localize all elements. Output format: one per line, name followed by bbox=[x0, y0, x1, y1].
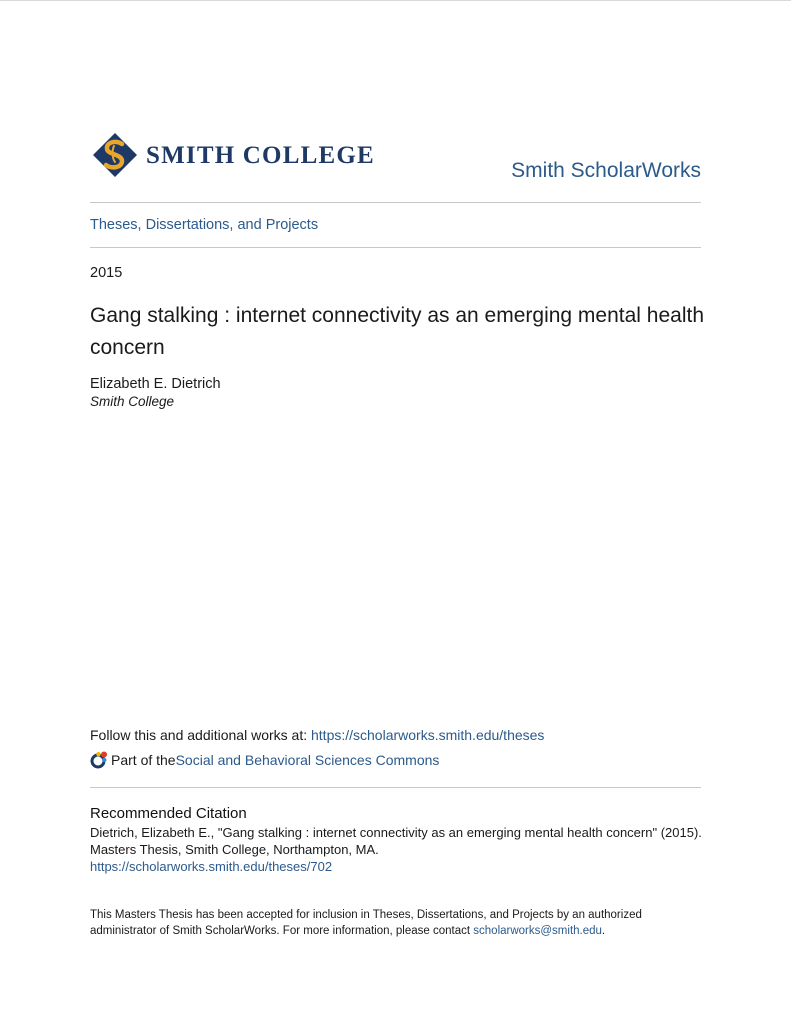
logo-wordmark: SMITH COLLEGE bbox=[146, 142, 375, 169]
publication-year: 2015 bbox=[90, 265, 123, 281]
follow-line bbox=[90, 727, 544, 743]
author-affiliation: Smith College bbox=[90, 394, 175, 409]
citation-line-1: Dietrich, Elizabeth E., "Gang stalking : internet connectivity as an emerging mental health concern" (2015). bbox=[90, 825, 702, 840]
smith-college-seal-icon bbox=[92, 132, 138, 178]
footer-line-1: This Masters Thesis has been accepted for inclusion in Theses, Dissertations, and Projects by an authorized bbox=[90, 909, 642, 921]
follow-url-link[interactable]: https://scholarworks.smith.edu/theses bbox=[311, 727, 545, 743]
citation-url-link[interactable]: https://scholarworks.smith.edu/theses/702 bbox=[90, 859, 333, 874]
footer-period: . bbox=[601, 924, 606, 937]
part-of-label: Part of the bbox=[111, 752, 176, 768]
breadcrumb-collection-link[interactable]: Theses, Dissertations, and Projects bbox=[90, 217, 319, 233]
citation-text bbox=[90, 824, 710, 875]
top-border bbox=[0, 0, 791, 1]
divider bbox=[90, 202, 701, 203]
divider bbox=[90, 787, 701, 788]
divider bbox=[90, 247, 701, 248]
smith-college-logo[interactable] bbox=[92, 130, 375, 180]
network-commons-icon bbox=[90, 751, 108, 769]
footer-contact-label: administrator of Smith ScholarWorks. For more information, please contact bbox=[90, 924, 474, 937]
footer-line-2 bbox=[90, 924, 710, 940]
author-name: Elizabeth E. Dietrich bbox=[90, 376, 221, 392]
footer-notice bbox=[90, 908, 710, 939]
commons-link[interactable]: Social and Behavioral Sciences Commons bbox=[175, 752, 440, 768]
part-of-line bbox=[90, 751, 439, 769]
recommended-citation-heading: Recommended Citation bbox=[90, 805, 247, 822]
contact-email-link[interactable]: scholarworks@smith.edu bbox=[473, 924, 602, 937]
smith-scholarworks-link[interactable]: Smith ScholarWorks bbox=[511, 159, 701, 182]
citation-line-2: Masters Thesis, Smith College, Northampton, MA. bbox=[90, 842, 379, 857]
document-title: Gang stalking : internet connectivity as an emerging mental health concern bbox=[90, 304, 705, 359]
follow-label: Follow this and additional works at: bbox=[90, 727, 311, 743]
